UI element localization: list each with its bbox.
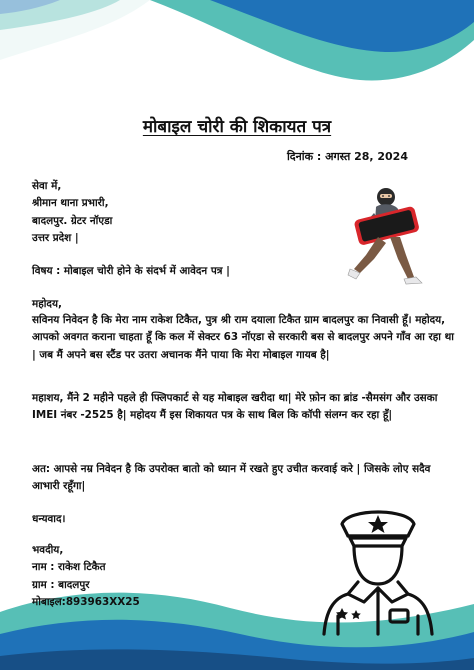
recipient-address: सेवा में, श्रीमान थाना प्रभारी, बादलपुर. ग्रेटर नॉएडा उत्तर प्रदेश | bbox=[32, 180, 113, 245]
thief-with-phone-icon bbox=[342, 183, 430, 293]
body-paragraph-1: सविनय निवेदन है कि मेरा नाम राकेश टिकैत, पुत्र श्री राम दयाला टिकैत ग्राम बादलपुर का निवासी हूँ। महोदय, आपको अवगत कराना चाहता हूँ कि कल में सेक्टर 63 नॉएडा से सरकारी बस से बादलपुर अपने गाँव आ रहा था | जब मैं अपने बस स्टैंड पर उतरा अचानक मैंने पाया कि मेरा मोबाइल गायब है| bbox=[32, 314, 454, 361]
letter-title: मोबाइल चोरी की शिकायत पत्र bbox=[142, 117, 332, 137]
letter-subject: विषय : मोबाइल चोरी होने के संदर्भ में आवेदन पत्र | bbox=[32, 265, 230, 277]
body-paragraph-2: महाशय, मैंने 2 महीने पहले ही फ्लिपकार्ट से यह मोबाइल खरीदा था| मेरे फ़ोन का ब्रांड -सैमसंग और उसका IMEI नंबर -2525 है| महोदय मैं इस शिकायत पत्र के साथ बिल कि कॉपी संलग्न कर रहा हूँ| bbox=[32, 392, 438, 422]
body-paragraph-3: अत: आपसे नम्र निवेदन है कि उपरोक्त बातो को ध्यान में रखते हुए उचीत करवाई करे | जिसके लोए सदैव आभारी रहूँगा| bbox=[32, 463, 431, 493]
top-wave-decoration bbox=[0, 0, 474, 130]
sender-signature-block: भवदीय, नाम : राकेश टिकैत ग्राम : बादलपुर मोबाइल:893963XX25 bbox=[32, 544, 140, 609]
letter-date: दिनांक : अगस्त 28, 2024 bbox=[286, 150, 408, 163]
closing-thanks: धन्यवाद। bbox=[32, 513, 66, 525]
police-officer-icon bbox=[318, 498, 438, 636]
salutation: महोदय, bbox=[32, 298, 62, 310]
